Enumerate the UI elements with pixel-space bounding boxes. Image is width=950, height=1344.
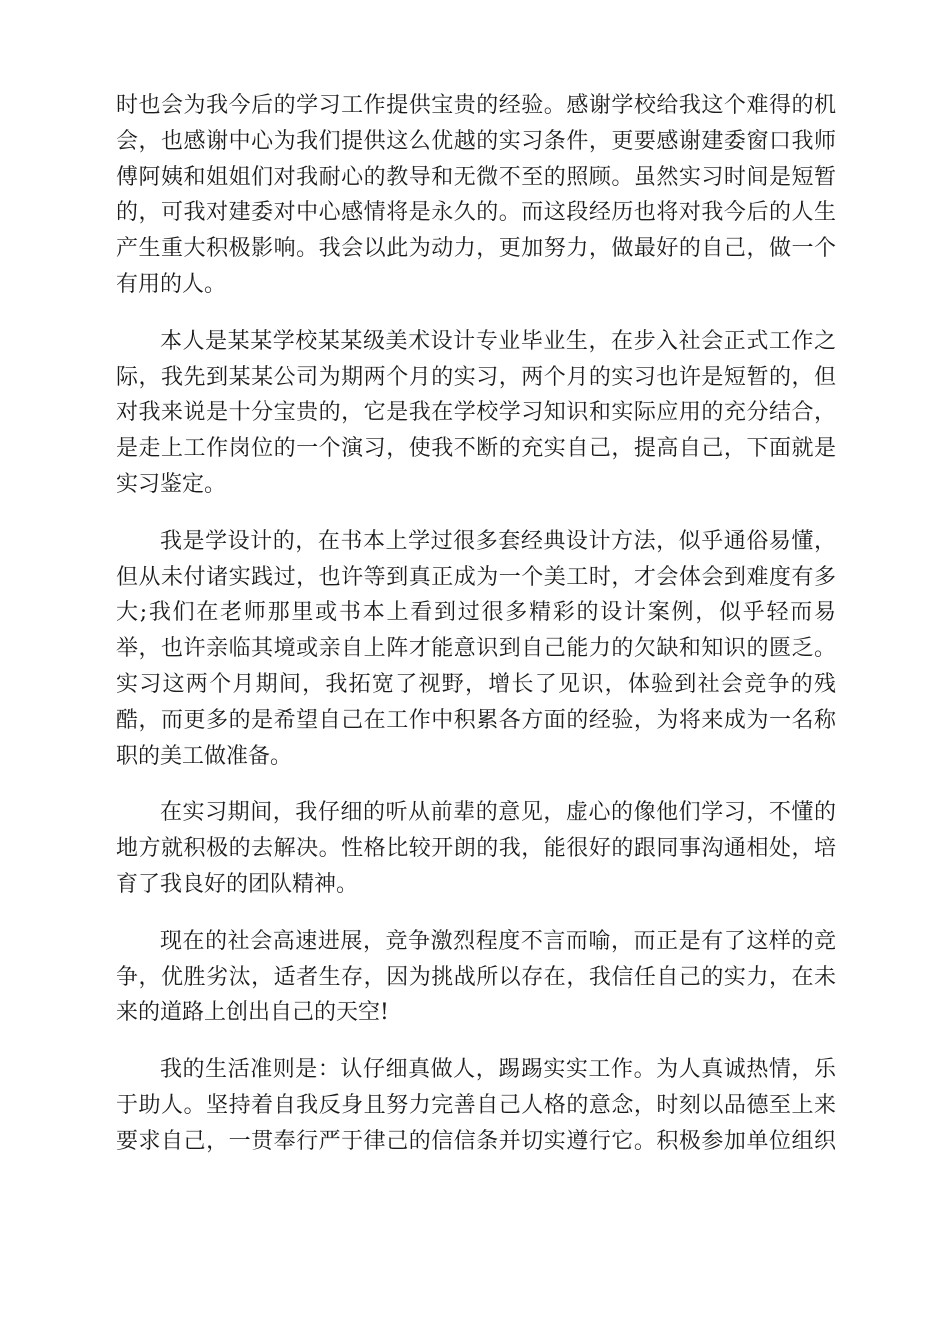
text-line: 的，可我对建委对中心感情将是永久的。而这段经历也将对我今后的人生	[116, 200, 836, 226]
text-line: 举，也许亲临其境或亲自上阵才能意识到自己能力的欠缺和知识的匮乏。	[116, 636, 836, 662]
text-line: 在实习期间，我仔细的听从前辈的意见，虚心的像他们学习，不懂的	[160, 800, 836, 826]
text-line: 要求自己，一贯奉行严于律己的信信条并切实遵行它。积极参加单位组织	[116, 1128, 836, 1154]
text-line: 本人是某某学校某某级美术设计专业毕业生，在步入社会正式工作之	[160, 328, 836, 354]
text-line: 会，也感谢中心为我们提供这么优越的实习条件，更要感谢建委窗口我师	[116, 128, 836, 154]
text-line: 有用的人。	[116, 271, 227, 297]
text-line: 实习这两个月期间，我拓宽了视野，增长了见识，体验到社会竞争的残	[116, 671, 836, 697]
text-line: 傅阿姨和姐姐们对我耐心的教导和无微不至的照顾。虽然实习时间是短暂	[116, 164, 836, 190]
text-line: 争，优胜劣汰，适者生存，因为挑战所以存在，我信任自己的实力，在未	[116, 964, 836, 990]
paragraph-5	[116, 924, 836, 1031]
paragraph-6	[116, 1052, 836, 1159]
text-line: 时也会为我今后的学习工作提供宝贵的经验。感谢学校给我这个难得的机	[116, 93, 836, 118]
text-line: 育了我良好的团队精神。	[116, 871, 359, 897]
text-line: 酷，而更多的是希望自己在工作中积累各方面的经验，为将来成为一名称	[116, 707, 836, 733]
text-line: 实习鉴定。	[116, 471, 227, 497]
text-line: 但从未付诸实践过，也许等到真正成为一个美工时，才会体会到难度有多	[116, 564, 836, 590]
text-line: 职的美工做准备。	[116, 743, 293, 769]
paragraph-3	[116, 524, 836, 775]
text-line: 际，我先到某某公司为期两个月的实习，两个月的实习也许是短暂的，但	[116, 364, 836, 390]
text-line: 大;我们在老师那里或书本上看到过很多精彩的设计案例，似乎轻而易	[116, 600, 836, 626]
text-line: 对我来说是十分宝贵的，它是我在学校学习知识和实际应用的充分结合，	[116, 400, 836, 426]
paragraph-1	[116, 88, 836, 303]
text-line: 来的道路上创出自己的天空!	[116, 1000, 389, 1026]
text-line: 是走上工作岗位的一个演习，使我不断的充实自己，提高自己，下面就是	[116, 436, 836, 462]
text-line: 产生重大积极影响。我会以此为动力，更加努力，做最好的自己，做一个	[116, 236, 836, 262]
text-line: 我是学设计的，在书本上学过很多套经典设计方法，似乎通俗易懂，	[160, 528, 836, 554]
text-line: 于助人。坚持着自我反身且努力完善自己人格的意念，时刻以品德至上来	[116, 1092, 836, 1118]
text-line: 地方就积极的去解决。性格比较开朗的我，能很好的跟同事沟通相处，培	[116, 836, 836, 862]
paragraph-2	[116, 324, 836, 503]
text-line: 现在的社会高速进展，竞争激烈程度不言而喻，而正是有了这样的竞	[160, 928, 836, 954]
text-line: 我的生活准则是：认仔细真做人，踢踢实实工作。为人真诚热情，乐	[160, 1057, 836, 1083]
document-body	[116, 88, 836, 1181]
paragraph-4	[116, 795, 836, 902]
